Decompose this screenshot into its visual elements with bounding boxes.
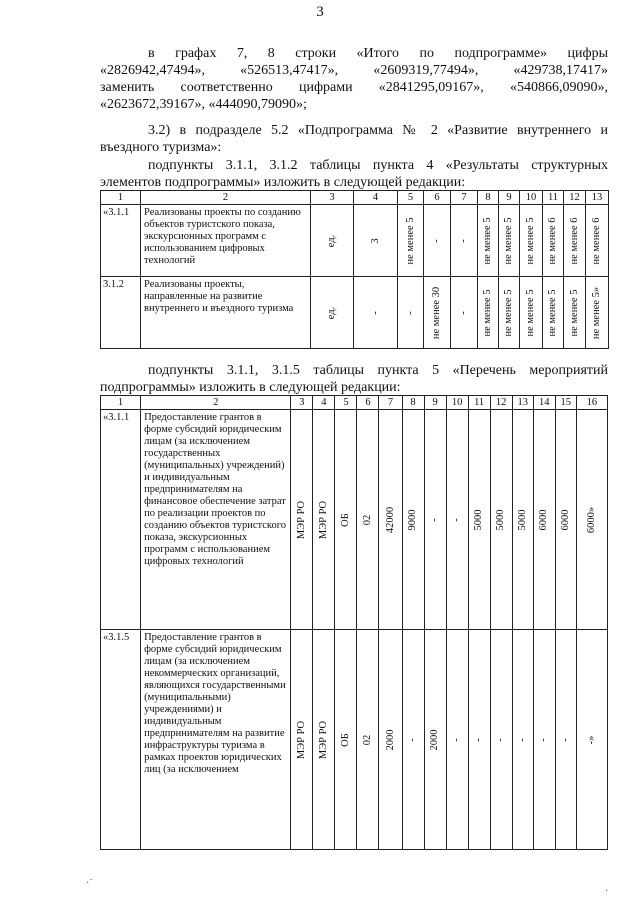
cell-text: -»	[585, 735, 597, 744]
cell-text: 42000	[384, 506, 396, 533]
header-cell: 9	[424, 396, 446, 410]
cell-text: -	[451, 517, 463, 522]
cell-col7	[451, 277, 478, 349]
header-cell: 11	[468, 396, 490, 410]
cell-text: 5000	[495, 509, 507, 530]
cell-text: 6000»	[585, 506, 597, 533]
cell-col16	[576, 630, 607, 850]
cell-text: 6000	[559, 509, 571, 530]
cell-col10	[446, 630, 468, 850]
cell-text: не менее 6	[547, 216, 558, 265]
scan-artifact-mark: ·	[605, 886, 609, 897]
header-cell: 1	[101, 191, 141, 205]
table-row	[101, 205, 609, 277]
header-cell: 14	[533, 396, 555, 410]
cell-col10	[446, 410, 468, 630]
header-cell: 12	[490, 396, 512, 410]
cell-col15	[555, 410, 576, 630]
activity-name: Предоставление грантов в форме субсидий юридическим лицам (за исключением некоммерческих организаций, являющихся государственными (муниципальными) учреждениями) и индивидуальным предпринимателям на развитие инфраструктуры туризма в рамках проектов юридических лиц (за исключением	[141, 630, 291, 850]
header-cell: 8	[402, 396, 424, 410]
cell-col12	[490, 630, 512, 850]
cell-col14	[533, 410, 555, 630]
header-cell: 11	[543, 191, 564, 205]
activity-name: Предоставление грантов в форме субсидий юридическим лицам (за исключением государственных (муниципальных) учреждений) и индивидуальным предпринимателям на финансовое обеспечение затрат по реализации проектов по созданию объектов туристского показа, экскурсионных программ с использованием цифровых технологий	[141, 410, 291, 630]
cell-text: 02	[361, 734, 373, 745]
cell-col8	[478, 277, 499, 349]
header-cell: 3	[311, 191, 354, 205]
header-cell: 7	[451, 191, 478, 205]
cell-col3	[291, 630, 313, 850]
header-cell: 6	[424, 191, 451, 205]
cell-text: -	[451, 737, 463, 742]
row-number: «3.1.5	[101, 630, 141, 850]
page-number: 3	[316, 4, 324, 20]
cell-unit	[311, 277, 354, 349]
cell-col9	[499, 277, 520, 349]
cell-col4	[313, 630, 335, 850]
cell-text: не менее 5	[525, 216, 536, 265]
cell-col12	[564, 277, 586, 349]
cell-col6	[424, 205, 451, 277]
text-line: элементов подпрограммы» изложить в следующей редакции:	[100, 175, 466, 190]
header-cell: 1	[101, 396, 141, 410]
text-line: «2623672,39167», «444090,79090»;	[100, 97, 307, 112]
cell-col4	[354, 205, 398, 277]
cell-text: не менее 5»	[591, 286, 602, 339]
header-cell: 12	[564, 191, 586, 205]
header-cell: 5	[335, 396, 357, 410]
cell-text: 5000	[516, 509, 528, 530]
header-cell: 8	[478, 191, 499, 205]
cell-col8	[402, 410, 424, 630]
cell-col7	[379, 410, 402, 630]
activities-table	[100, 395, 608, 850]
cell-col13	[512, 410, 533, 630]
cell-text: -	[516, 737, 528, 742]
cell-text: не менее 30	[431, 286, 442, 339]
cell-col10	[520, 205, 543, 277]
cell-text: 3	[369, 237, 381, 244]
scan-artifact-mark: ·˙	[86, 878, 93, 889]
cell-col13	[586, 205, 609, 277]
cell-text: -	[429, 517, 441, 522]
table-header-row	[101, 191, 609, 205]
cell-text: 5000	[473, 509, 485, 530]
cell-text: ОБ	[339, 732, 351, 747]
header-cell: 10	[446, 396, 468, 410]
paragraph-table4-intro	[100, 157, 608, 191]
cell-text: не менее 5	[547, 288, 558, 337]
text-line: «2826942,47494», «526513,47417», «2609319,77494», «429738,17417»	[100, 63, 608, 78]
cell-text: ОБ	[339, 512, 351, 527]
cell-text: 2000	[429, 729, 441, 750]
cell-text: не менее 5	[568, 288, 580, 337]
cell-col11	[543, 205, 564, 277]
cell-text: не менее 6	[568, 216, 580, 265]
cell-col5	[335, 630, 357, 850]
header-cell: 5	[398, 191, 424, 205]
cell-text: не менее 5	[482, 288, 493, 337]
table-row	[101, 410, 608, 630]
cell-text: МЭР РО	[295, 500, 307, 539]
cell-text: -	[369, 310, 381, 315]
cell-text: не менее 5	[525, 288, 536, 337]
cell-text: не менее 5	[404, 216, 416, 265]
text-line: 3.2) в подразделе 5.2 «Подпрограмма № 2 «Развитие внутреннего и	[148, 123, 608, 138]
cell-col5	[398, 277, 424, 349]
row-number: «3.1.1	[101, 410, 141, 630]
cell-col16	[576, 410, 607, 630]
cell-text: -	[559, 737, 571, 742]
cell-text: 6000	[538, 509, 550, 530]
cell-col14	[533, 630, 555, 850]
table-row	[101, 630, 608, 850]
cell-text: МЭР РО	[317, 720, 329, 759]
cell-col6	[424, 277, 451, 349]
cell-col4	[313, 410, 335, 630]
cell-text: -	[538, 737, 550, 742]
cell-text: не менее 5	[503, 216, 514, 265]
cell-col15	[555, 630, 576, 850]
header-cell: 13	[512, 396, 533, 410]
cell-text: -	[407, 737, 419, 742]
result-name: Реализованы проекты, направленные на развитие внутреннего и въездного туризма	[141, 277, 311, 349]
cell-text: не менее 5	[503, 288, 514, 337]
cell-col5	[398, 205, 424, 277]
results-table	[100, 190, 609, 349]
cell-text: не менее 6	[591, 216, 602, 265]
cell-col10	[520, 277, 543, 349]
header-cell: 4	[354, 191, 398, 205]
cell-col6	[357, 410, 379, 630]
cell-col6	[357, 630, 379, 850]
cell-col4	[354, 277, 398, 349]
header-cell: 6	[357, 396, 379, 410]
cell-text: -	[431, 238, 442, 243]
cell-col7	[379, 630, 402, 850]
cell-col11	[543, 277, 564, 349]
table-header-row	[101, 396, 608, 410]
cell-col8	[402, 630, 424, 850]
text-line: въездного туризма»:	[100, 140, 222, 155]
cell-col13	[586, 277, 609, 349]
result-name: Реализованы проекты по созданию объектов туристского показа, экскурсионных программ с использованием цифровых технологий	[141, 205, 311, 277]
cell-col9	[424, 630, 446, 850]
header-cell: 10	[520, 191, 543, 205]
header-cell: 2	[141, 191, 311, 205]
paragraph-replace-totals	[100, 45, 608, 113]
cell-col8	[478, 205, 499, 277]
cell-text: ед.	[326, 306, 337, 319]
header-cell: 2	[141, 396, 291, 410]
table-row	[101, 277, 609, 349]
text-line: заменить соответственно цифрами «2841295,09167», «540866,09090»,	[100, 80, 608, 95]
cell-col13	[512, 630, 533, 850]
cell-col11	[468, 630, 490, 850]
cell-col7	[451, 205, 478, 277]
cell-col3	[291, 410, 313, 630]
cell-text: ед.	[326, 234, 337, 247]
cell-col5	[335, 410, 357, 630]
cell-text: 9000	[407, 509, 419, 530]
paragraph-table5-intro	[100, 362, 608, 396]
cell-col12	[564, 205, 586, 277]
cell-col9	[499, 205, 520, 277]
cell-text: -	[404, 310, 416, 315]
header-cell: 3	[291, 396, 313, 410]
row-number: «3.1.1	[101, 205, 141, 277]
text-line: подпрограммы» изложить в следующей редакции:	[100, 380, 401, 395]
row-number: 3.1.2	[101, 277, 141, 349]
cell-text: 2000	[384, 729, 396, 750]
paragraph-subsection-5-2	[100, 122, 608, 156]
cell-text: -	[458, 310, 469, 315]
cell-text: 02	[361, 514, 373, 525]
header-cell: 4	[313, 396, 335, 410]
header-cell: 9	[499, 191, 520, 205]
cell-col9	[424, 410, 446, 630]
cell-unit	[311, 205, 354, 277]
text-line: в графах 7, 8 строки «Итого по подпрограмме» цифры	[148, 46, 608, 61]
text-line: подпункты 3.1.1, 3.1.5 таблицы пункта 5 «Перечень мероприятий	[148, 363, 608, 378]
cell-col12	[490, 410, 512, 630]
cell-text: МЭР РО	[317, 500, 329, 539]
cell-text: -	[495, 737, 507, 742]
header-cell: 16	[576, 396, 607, 410]
cell-col11	[468, 410, 490, 630]
header-cell: 13	[586, 191, 609, 205]
cell-text: МЭР РО	[295, 720, 307, 759]
header-cell: 15	[555, 396, 576, 410]
cell-text: не менее 5	[482, 216, 493, 265]
cell-text: -	[473, 737, 485, 742]
cell-text: -	[458, 238, 469, 243]
text-line: подпункты 3.1.1, 3.1.2 таблицы пункта 4 «Результаты структурных	[148, 158, 608, 173]
header-cell: 7	[379, 396, 402, 410]
